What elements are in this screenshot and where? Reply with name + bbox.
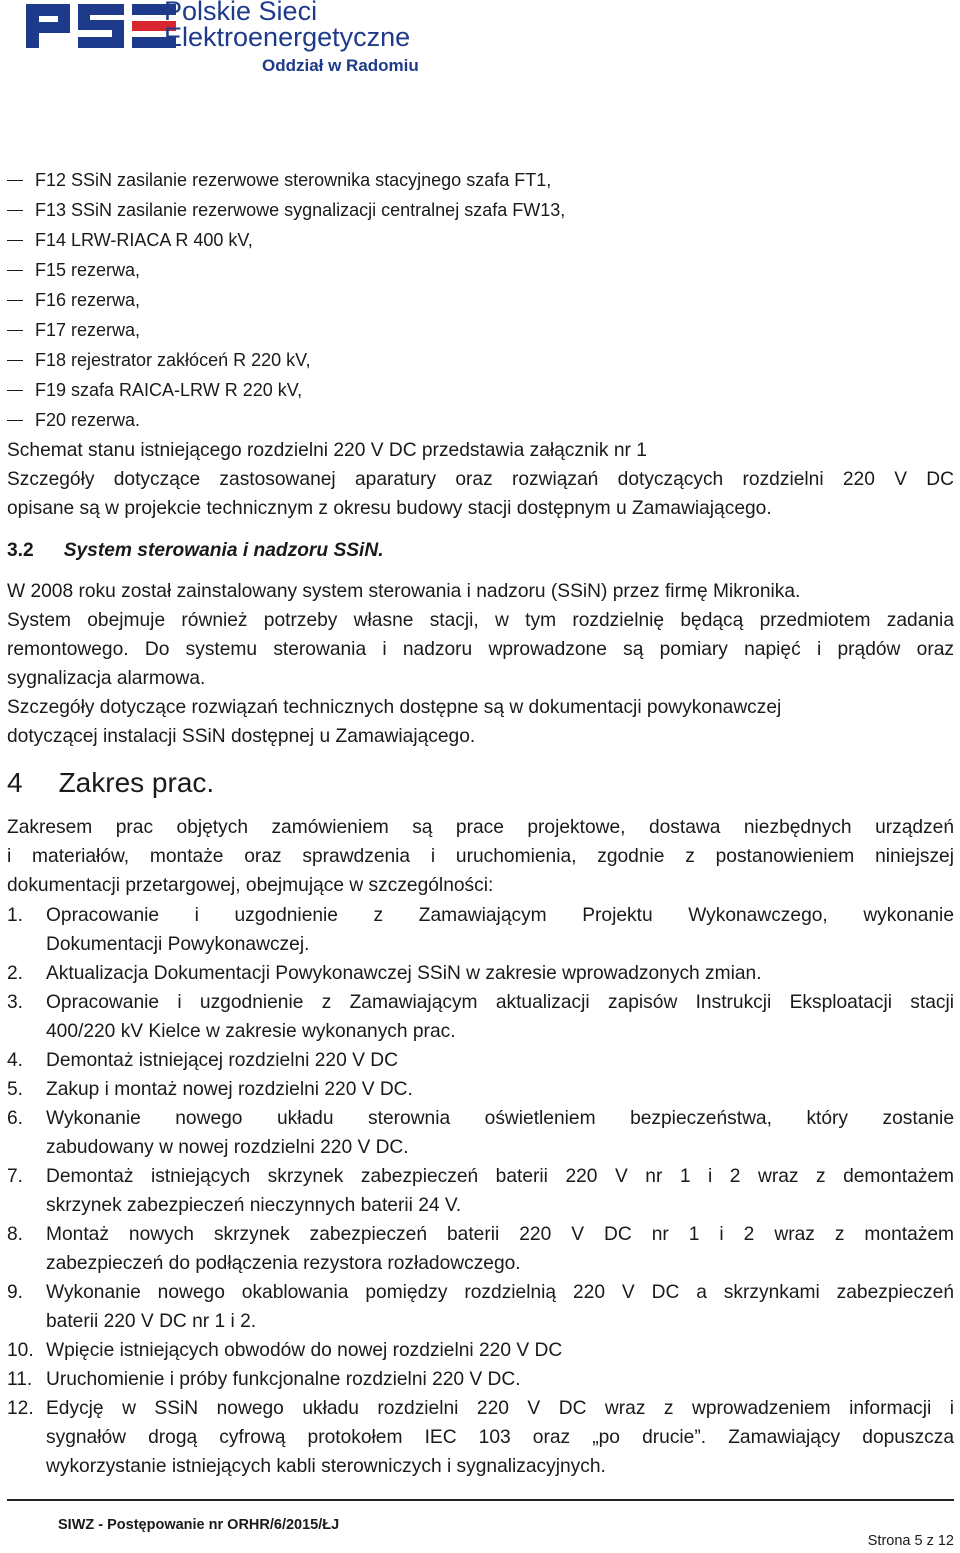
item-text: 400/220 kV Kielce w zakresie wykonanych prac. (46, 1021, 456, 1042)
item-text: Wykonanie nowego okablowania pomiędzy rozdzielnią 220 V DC a skrzynkami zabezpieczeń (46, 1282, 954, 1303)
paragraph-szczegoly-line2: opisane są w projekcie technicznym z okresu budowy stacji dostępnym u Zamawiającego. (7, 498, 772, 519)
list-item (7, 376, 302, 405)
item-text: Dokumentacji Powykonawczej. (46, 934, 310, 955)
intro-line: Zakresem prac objętych zamówieniem są prace projektowe, dostawa niezbędnych urządzeń (7, 817, 954, 838)
item-text: baterii 220 V DC nr 1 i 2. (46, 1311, 257, 1332)
item-text: Opracowanie i uzgodnienie z Zamawiającym Projektu Wykonawczego, wykonanie (46, 905, 954, 926)
item-text: Wpięcie istniejących obwodów do nowej rozdzielni 220 V DC (46, 1340, 563, 1361)
item-number: 12. (7, 1398, 34, 1419)
item-text: zabezpieczeń do podłączenia rezystora rozładowczego. (46, 1253, 521, 1274)
item-number: 10. (7, 1340, 34, 1361)
list-item (7, 166, 551, 195)
intro-line: i materiałów, montaże oraz sprawdzenia i uruchomienia, zgodnie z postanowieniem niniejszej (7, 846, 954, 867)
list-item-text: F13 SSiN zasilanie rezerwowe sygnalizacji centralnej szafa FW13, (35, 200, 566, 220)
list-item-text: F20 rezerwa. (35, 410, 141, 430)
item-text: Demontaż istniejącej rozdzielni 220 V DC (46, 1050, 398, 1071)
dash-bullet (7, 330, 23, 331)
item-text: wykorzystanie istniejących kabli sterowniczych i sygnalizacyjnych. (46, 1456, 606, 1477)
paragraph-line: System obejmuje również potrzeby własne stacji, w tym rozdzielnię będącą przedmiotem zadania (7, 610, 954, 631)
dash-bullet (7, 300, 23, 301)
section-heading-4 (7, 766, 214, 800)
section-number: 3.2 (7, 540, 34, 561)
list-item-text: F19 szafa RAICA-LRW R 220 kV, (35, 380, 303, 400)
section-title: System sterowania i nadzoru SSiN. (63, 540, 384, 561)
page-number: Strona 5 z 12 (867, 1533, 954, 1549)
dash-bullet (7, 240, 23, 241)
company-name-line2: Elektroenergetyczne (164, 22, 411, 52)
item-text: Opracowanie i uzgodnienie z Zamawiającym aktualizacji zapisów Instrukcji Eksploatacji stacji (46, 992, 954, 1013)
item-text: Demontaż istniejących skrzynek zabezpieczeń baterii 220 V nr 1 i 2 wraz z demontażem (46, 1166, 954, 1187)
item-number: 3. (7, 992, 24, 1013)
dash-bullet (7, 210, 23, 211)
section-heading-3-2 (7, 536, 384, 565)
list-item (7, 346, 310, 375)
branch-name: Oddział w Radomiu (262, 56, 419, 75)
item-text: Edycję w SSiN nowego układu rozdzielni 220 V DC wraz z wprowadzeniem informacji i (46, 1398, 954, 1419)
item-text: Uruchomienie i próby funkcjonalne rozdzielni 220 V DC. (46, 1369, 521, 1390)
section-title: Zakres prac. (58, 767, 215, 798)
paragraph-line: W 2008 roku został zainstalowany system sterowania i nadzoru (SSiN) przez firmę Mikronika. (7, 581, 801, 602)
item-text: sygnałów drogą cyfrową protokołem IEC 103 oraz „po drucie”. Zamawiający dopuszcza (46, 1427, 954, 1448)
dash-bullet (7, 270, 23, 271)
item-number: 7. (7, 1166, 24, 1187)
item-text: Zakup i montaż nowej rozdzielni 220 V DC. (46, 1079, 413, 1100)
section-number: 4 (7, 767, 23, 798)
company-name-line1: Polskie Sieci (164, 0, 318, 26)
paragraph-line: Szczegóły dotyczące rozwiązań technicznych dostępne są w dokumentacji powykonawczej (7, 697, 782, 718)
list-item (7, 226, 253, 255)
item-text: Montaż nowych skrzynek zabezpieczeń baterii 220 V DC nr 1 i 2 wraz z montażem (46, 1224, 954, 1245)
item-number: 9. (7, 1282, 24, 1303)
item-number: 5. (7, 1079, 24, 1100)
list-item (7, 406, 140, 435)
item-number: 1. (7, 905, 24, 926)
paragraph-line: sygnalizacja alarmowa. (7, 668, 206, 689)
item-text: Wykonanie nowego układu sterownia oświetleniem bezpieczeństwa, który zostanie (46, 1108, 954, 1129)
list-item-text: F15 rezerwa, (35, 260, 141, 280)
item-number: 11. (7, 1369, 33, 1390)
dash-bullet (7, 360, 23, 361)
company-logo (24, 0, 424, 80)
paragraph-schemat: Schemat stanu istniejącego rozdzielni 220 V DC przedstawia załącznik nr 1 (7, 440, 647, 461)
list-item-text: F17 rezerwa, (35, 320, 141, 340)
list-item (7, 256, 140, 285)
dash-bullet (7, 390, 23, 391)
footer-reference: SIWZ - Postępowanie nr ORHR/6/2015/ŁJ (58, 1517, 340, 1533)
item-number: 4. (7, 1050, 24, 1071)
intro-line: dokumentacji przetargowej, obejmujące w szczególności: (7, 875, 494, 896)
list-item (7, 196, 565, 225)
paragraph-line: remontowego. Do systemu sterowania i nadzoru wprowadzone są pomiary napięć i prądów oraz (7, 639, 954, 660)
item-number: 8. (7, 1224, 24, 1245)
item-number: 2. (7, 963, 24, 984)
dash-bullet (7, 180, 23, 181)
dash-bullet (7, 420, 23, 421)
item-text: skrzynek zabezpieczeń nieczynnych baterii 24 V. (46, 1195, 462, 1216)
list-item-text: F16 rezerwa, (35, 290, 141, 310)
list-item-text: F14 LRW-RIACA R 400 kV, (35, 230, 253, 250)
item-text: zabudowany w nowej rozdzielni 220 V DC. (46, 1137, 409, 1158)
list-item (7, 316, 140, 345)
paragraph-szczegoly-line1: Szczegóły dotyczące zastosowanej aparatury oraz rozwiązań dotyczących rozdzielni 220 V DC (7, 469, 954, 490)
footer-divider (7, 1499, 954, 1501)
item-text: Aktualizacja Dokumentacji Powykonawczej SSiN w zakresie wprowadzonych zmian. (46, 963, 762, 984)
list-item-text: F12 SSiN zasilanie rezerwowe sterownika stacyjnego szafa FT1, (35, 170, 552, 190)
list-item-text: F18 rejestrator zakłóceń R 220 kV, (35, 350, 311, 370)
item-number: 6. (7, 1108, 24, 1129)
paragraph-line: dotyczącej instalacji SSiN dostępnej u Zamawiającego. (7, 726, 476, 747)
list-item (7, 286, 140, 315)
